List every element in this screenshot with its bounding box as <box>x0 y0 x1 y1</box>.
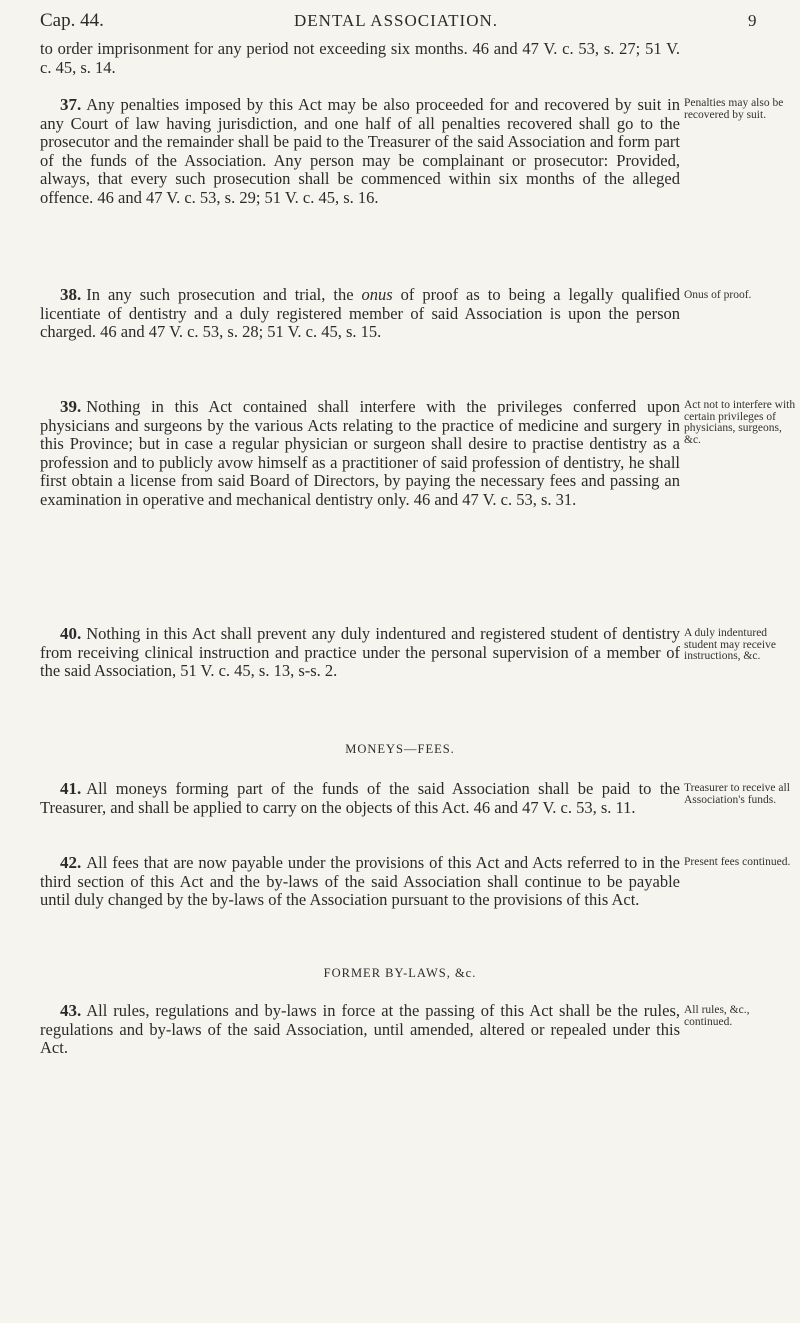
section-text: Nothing in this Act contained shall interfere with the privileges conferred upon physicians and surgeons by the various Acts relating to the practice of medicine and surgery in this Province; but in case a regular physician or surgeon shall desire to practise dentistry as a profession and to publicly avow himself as a practitioner of said profession of dentistry, he shall first obtain a license from said Board of Directors, by paying the necessary fees and passing an examination in operative and mechanical dentistry only. 46 and 47 V. c. 53, s. 31. <box>40 397 680 509</box>
section-text: All fees that are now payable under the provisions of this Act and Acts referred to in the third section of this Act and the by-laws of the said Association shall continue to be payable until duly changed by the by-laws of the Association pursuant to the provisions of this Act. <box>40 853 680 910</box>
heading-former-bylaws: FORMER BY-LAWS, &c. <box>323 966 477 980</box>
section-text-b: of proof as to being a legally qualified licentiate of dentistry and a duly registered member of said Association is upon the person charged. 46 and 47 V. c. 53, s. 28; 51 V. c. 45, s. 15. <box>40 285 680 342</box>
chapter-label: Cap. 44. <box>40 10 104 31</box>
section-text: Any penalties imposed by this Act may be also proceeded for and recovered by suit in any Court of law having jurisdiction, and one half of all penalties recovered shall go to the prosecutor and the remainder shall be paid to the Treasurer of the said Association and form part of the funds of the Association. Any person may be complainant or prosecutor: Provided, always, that every such prosecution shall be commenced within six months of the alleged offence. 46 and 47 V. c. 53, s. 29; 51 V. c. 45, s. 16. <box>40 95 680 207</box>
running-title: DENTAL ASSOCIATION. <box>294 11 499 30</box>
intro-paragraph <box>40 40 680 77</box>
section-number: 38. <box>60 285 82 304</box>
margin-note-37: Penalties may also be recovered by suit. <box>684 97 784 121</box>
section-42 <box>40 854 680 910</box>
section-text-a: In any such prosecution and trial, the <box>86 285 362 304</box>
margin-note-40: A duly indentured student may receive instructions, &c. <box>684 627 776 662</box>
section-39 <box>40 398 680 510</box>
section-43 <box>40 1002 680 1058</box>
section-40 <box>40 625 680 681</box>
heading-moneys-fees: MONEYS—FEES. <box>345 742 455 756</box>
section-38 <box>40 286 680 342</box>
section-text: All moneys forming part of the funds of the said Association shall be paid to the Treasurer, and shall be applied to carry on the objects of this Act. 46 and 47 V. c. 53, s. 11. <box>40 779 680 817</box>
section-41 <box>40 780 680 817</box>
margin-note-39: Act not to interfere with certain privileges of physicians, surgeons, &c. <box>684 399 796 446</box>
section-number: 39. <box>60 397 82 416</box>
intro-text: to order imprisonment for any period not exceeding six months. 46 and 47 V. c. 53, s. 27; 51 V. c. 45, s. 14. <box>40 39 680 77</box>
section-number: 42. <box>60 853 82 872</box>
section-number: 43. <box>60 1001 82 1020</box>
section-text: All rules, regulations and by-laws in force at the passing of this Act shall be the rules, regulations and by-laws of the said Association, until amended, altered or repealed under this Act. <box>40 1001 680 1058</box>
section-number: 40. <box>60 624 82 643</box>
section-37 <box>40 96 680 208</box>
section-number: 41. <box>60 779 82 798</box>
margin-note-41: Treasurer to receive all Association's funds. <box>684 782 790 806</box>
section-text: Nothing in this Act shall prevent any duly indentured and registered student of dentistry from receiving clinical instruction and practice under the personal supervision of a member of the said Association, 51 V. c. 45, s. 13, s-s. 2. <box>40 624 680 681</box>
section-number: 37. <box>60 95 82 114</box>
page-number: 9 <box>748 11 757 30</box>
section-text-italic: onus <box>361 285 393 304</box>
margin-note-38-text: Onus of proof. <box>684 289 752 301</box>
margin-note-43: All rules, &c., continued. <box>684 1004 750 1028</box>
margin-note-42: Present fees continued. <box>684 856 791 868</box>
